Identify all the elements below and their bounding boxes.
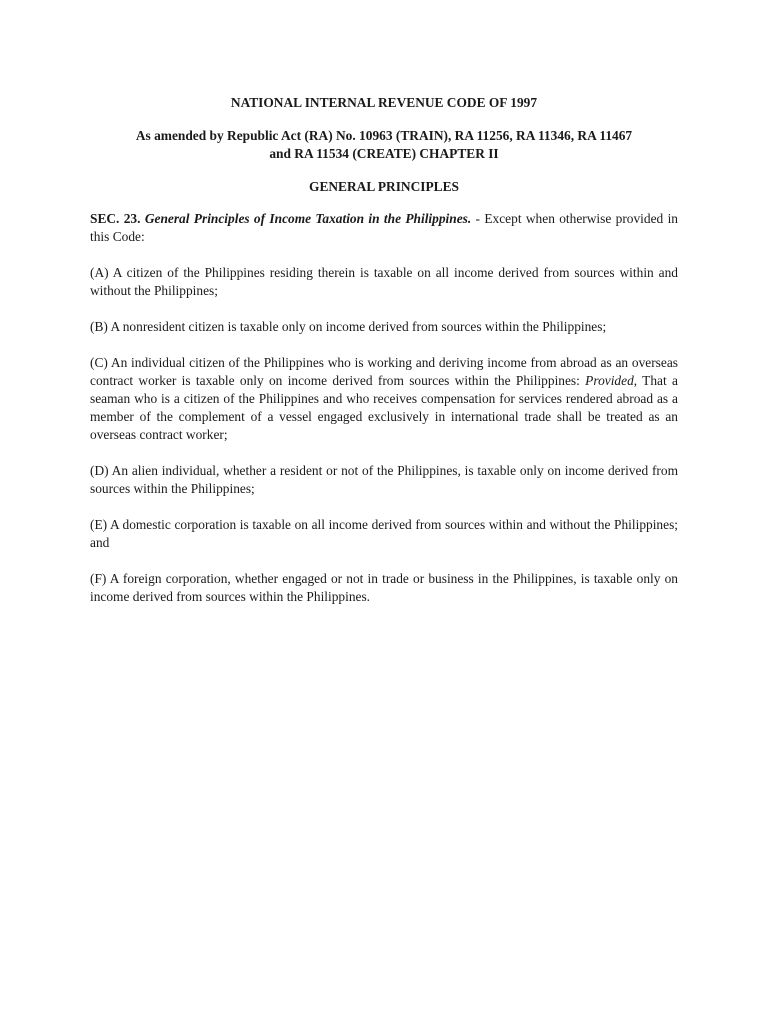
paragraph-f: (F) A foreign corporation, whether engaged or not in trade or business in the Philippines, is taxable only on income derived from sources within the Philippines. [90, 571, 678, 604]
paragraph-c-text-1: (C) An individual citizen of the Philippines who is working and deriving income from abroad as an overseas contract worker is taxable only on income derived from sources within the Philippines: [90, 355, 678, 388]
paragraph-b: (B) A nonresident citizen is taxable only on income derived from sources within the Philippines; [90, 319, 607, 334]
paragraph-c-proviso: Provided [585, 373, 634, 388]
paragraph-a: (A) A citizen of the Philippines residing therein is taxable on all income derived from sources within and without the Philippines; [90, 265, 678, 298]
document-title: NATIONAL INTERNAL REVENUE CODE OF 1997 [230, 95, 538, 110]
document-body [90, 94, 678, 624]
section-title: General Principles of Income Taxation in the Philippines. [144, 211, 472, 226]
section-intro-text: - Except when otherwise provided in this Code: [90, 211, 678, 244]
amendment-note-line-1: As amended by Republic Act (RA) No. 10963 (TRAIN), RA 11256, RA 11346, RA 11467 [135, 128, 633, 143]
paragraph-c-text-2: , That a seaman who is a citizen of the Philippines and who receives compensation for services rendered abroad as a member of the complement of a vessel engaged exclusively in international trade shall be treated as an overseas contract worker; [90, 373, 678, 442]
paragraph-e: (E) A domestic corporation is taxable on all income derived from sources within and without the Philippines; and [90, 517, 678, 550]
amendment-note-line-2: and RA 11534 (CREATE) CHAPTER II [269, 146, 499, 161]
paragraph-d: (D) An alien individual, whether a resident or not of the Philippines, is taxable only on income derived from sources within the Philippines; [90, 463, 678, 496]
paragraph-c [90, 354, 678, 444]
section-intro [90, 210, 678, 246]
chapter-title: GENERAL PRINCIPLES [309, 179, 459, 194]
section-label: SEC. 23. [90, 211, 141, 226]
amendment-note [90, 127, 678, 163]
